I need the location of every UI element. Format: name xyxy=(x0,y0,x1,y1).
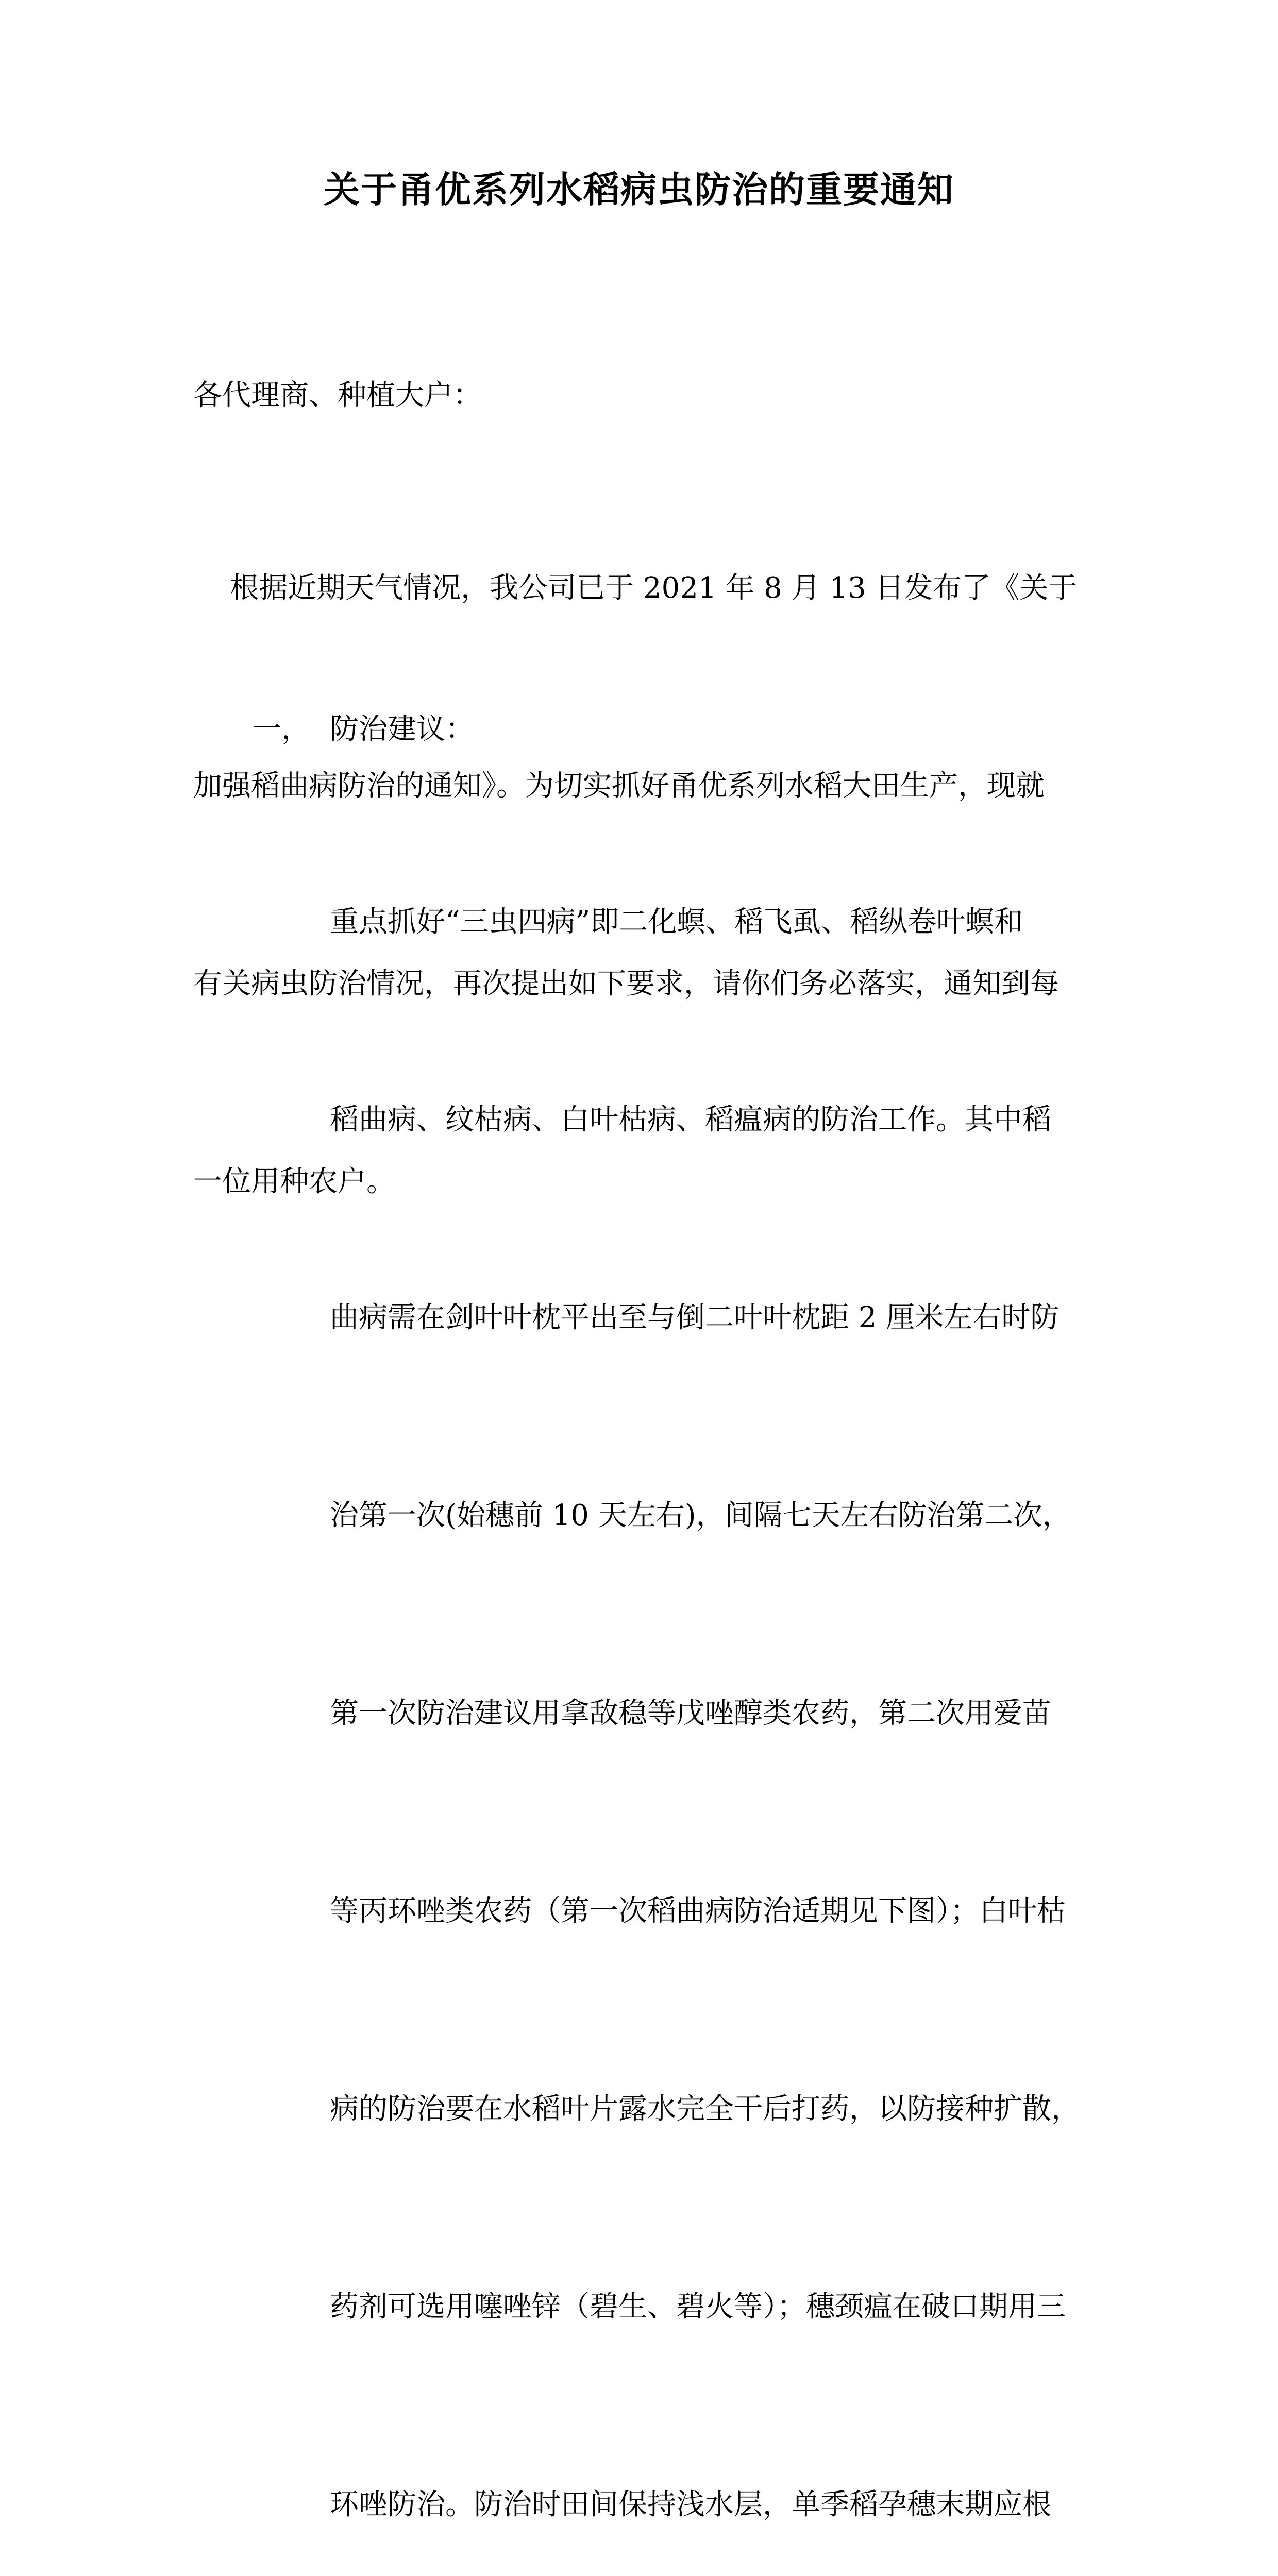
intro-line: 有关病虫防治情况，再次提出如下要求，请你们务必落实，通知到每 xyxy=(193,967,1059,1001)
intro-line: 根据近期天气情况，我公司已于 2021 年 8 月 13 日发布了《关于 xyxy=(193,571,1078,605)
body-line: 重点抓好“三虫四病”即二化螟、稻飞虱、稻纵卷叶螟和 xyxy=(330,905,1023,939)
body-line: 病的防治要在水稻叶片露水完全干后打药，以防接种扩散， xyxy=(330,2092,1080,2126)
section-number: 一， xyxy=(253,713,310,746)
body-line: 药剂可选用噻唑锌（碧生、碧火等）；穗颈瘟在破口期用三 xyxy=(330,2290,1066,2324)
document-title: 关于甬优系列水稻病虫防治的重要通知 xyxy=(324,168,954,211)
body-line: 治第一次(始穗前 10 天左右)，间隔七天左右防治第二次， xyxy=(330,1499,1071,1532)
body-line: 等丙环唑类农药（第一次稻曲病防治适期见下图）；白叶枯 xyxy=(330,1894,1066,1928)
section-body xyxy=(330,757,1082,2576)
body-line: 稻曲病、纹枯病、白叶枯病、稻瘟病的防治工作。其中稻 xyxy=(330,1103,1051,1137)
intro-line: 加强稻曲病防治的通知》。为切实抓好甬优系列水稻大田生产，现就 xyxy=(193,769,1045,803)
salutation: 各代理商、种植大户： xyxy=(193,379,482,412)
body-line: 环唑防治。防治时田间保持浅水层，单季稻孕穗末期应根 xyxy=(330,2488,1051,2521)
body-line: 第一次防治建议用拿敌稳等戊唑醇类农药，第二次用爱苗 xyxy=(330,1697,1051,1730)
section-heading: 防治建议： xyxy=(330,713,474,746)
body-line: 曲病需在剑叶叶枕平出至与倒二叶叶枕距 2 厘米左右时防 xyxy=(330,1301,1060,1334)
intro-line: 一位用种农户。 xyxy=(193,1165,395,1198)
